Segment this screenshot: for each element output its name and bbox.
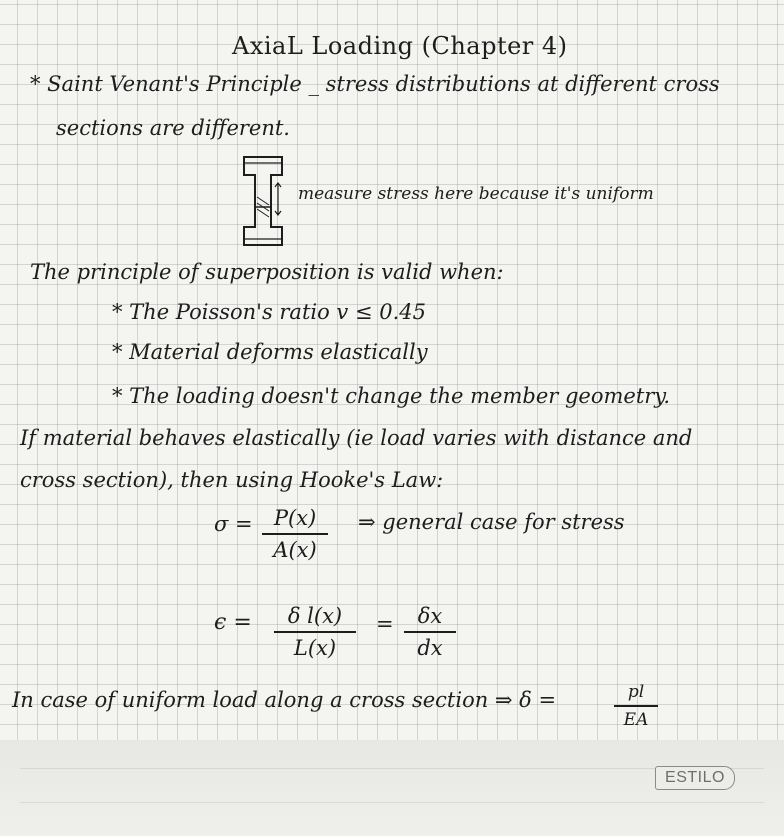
footer-line [20,768,764,769]
strain-symbol: ϵ = [214,610,252,635]
hooke-line2: cross section), then using Hooke's Law: [20,468,444,492]
deformation-fraction [614,682,658,730]
fraction-bar [274,631,356,633]
page-title: AxiaL Loading (Chapter 4) [232,32,568,60]
condition-geometry: * The loading doesn't change the member geometry. [112,384,671,408]
strain-fraction-2 [404,604,456,660]
uniform-load-text: In case of uniform load along a cross section ⇒ δ = [12,688,557,712]
strain-numerator: δ l(x) [287,604,343,628]
strain-denominator: L(x) [293,636,337,660]
i-beam-sketch-icon [238,153,288,249]
strain-denominator-2: dx [417,636,443,660]
stress-denominator: A(x) [273,538,317,562]
strain-fraction [274,604,356,660]
fraction-bar [404,631,456,633]
diagram-caption: measure stress here because it's uniform [298,184,654,204]
stress-general-case: ⇒ general case for stress [358,510,625,534]
stress-fraction [262,506,328,562]
stress-numerator: P(x) [273,506,317,530]
brand-logo: ESTILO [655,766,735,790]
footer-line [20,802,764,803]
saint-venant-note-line2: sections are different. [56,116,290,140]
condition-poisson-ratio: * The Poisson's ratio v ≤ 0.45 [112,300,426,324]
superposition-intro: The principle of superposition is valid when: [30,260,504,284]
fraction-bar [262,533,328,535]
strain-equals: = [376,612,394,636]
strain-numerator-2: δx [417,604,443,628]
hooke-line1: If material behaves elastically (ie load varies with distance and [20,426,693,450]
fraction-bar [614,705,658,707]
stress-symbol: σ = [214,512,253,536]
condition-elastic-deformation: * Material deforms elastically [112,340,428,364]
deformation-denominator: EA [623,710,649,730]
saint-venant-note-line1: * Saint Venant's Principle _ stress distributions at different cross [30,72,720,96]
deformation-numerator: pl [627,682,645,702]
